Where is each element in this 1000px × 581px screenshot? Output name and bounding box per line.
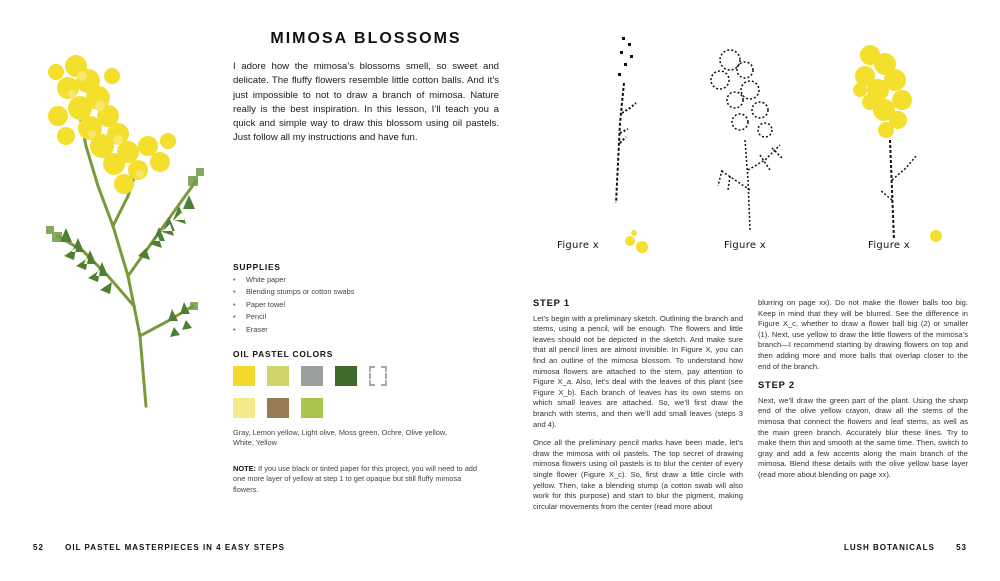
step1-paragraph-3: blurring on page xx). Do not make the flower balls too big. Keep in mind that they will be blurred. See the difference in Figure X_c, whether to draw a flower ball big (2) or smaller (1). Next, use yellow to draw the little flowers of the mimosa’s branch—I recommend starting by drawing flowers on top and then adding more and more balls that overlap closer to the end of the branch. [758, 298, 968, 371]
colors-list: Gray, Lemon yellow, Light olive, Moss green, Ochre, Olive yellow, White, Yellow [233, 428, 447, 448]
page-title: MIMOSA BLOSSOMS [270, 30, 462, 47]
intro-paragraph: I adore how the mimosa’s blossoms smell, so sweet and delicate. The fluffy flowers resemble little cotton balls. And it’s just impossible to not to draw a branch of mimosa. Nature really is the best inspiration. In this lesson, I’ll teach you a quick and simple way to draw this blossom using oil pastels. Just follow all my instructions and have fun. [233, 61, 499, 144]
book-title: OIL PASTEL MASTERPIECES IN 4 EASY STEPS [65, 543, 285, 552]
footer-left [33, 543, 285, 552]
figure-sketch-1 [600, 33, 660, 258]
swatch [233, 398, 255, 418]
mimosa-illustration [28, 36, 218, 426]
figure-caption-1: Figure x [557, 240, 600, 251]
footer-right [844, 543, 967, 552]
step2-heading: STEP 2 [758, 379, 795, 391]
chapter-title: LUSH BOTANICALS [844, 543, 935, 552]
swatch [267, 366, 289, 386]
note-label: NOTE: [233, 464, 256, 473]
supply-item: • Blending stumps or cotton swabs [233, 286, 473, 298]
figure-caption-2: Figure x [724, 240, 767, 251]
step1-heading: STEP 1 [533, 297, 570, 308]
color-swatches [233, 366, 373, 422]
figure-sketch-3 [840, 40, 950, 250]
swatch [335, 366, 357, 386]
supply-item: • Pencil [233, 311, 473, 323]
column-right [758, 298, 968, 489]
supply-item: • White paper [233, 274, 473, 286]
swatch [301, 398, 323, 418]
swatch [233, 366, 255, 386]
swatch [267, 398, 289, 418]
page-number-right: 53 [956, 543, 967, 552]
swatch [369, 366, 387, 386]
supply-item: • Paper towel [233, 299, 473, 311]
note-text: If you use black or tinted paper for this project, you will need to add one more layer of yellow at step 1 to get opaque but still fluffy mimosa flowers. [233, 464, 478, 494]
oil-colors-heading: OIL PASTEL COLORS [233, 349, 334, 359]
figure-caption-3: Figure x [868, 240, 911, 251]
swatch [301, 366, 323, 386]
figure-sketch-2 [690, 40, 800, 250]
step1-paragraph-2: Once all the preliminary pencil marks have been made, let’s draw the mimosa with oil pastels. The top secret of drawing mimosa flowers using oil pastels is to blur the center of every single flower (Figure X_c). So, first draw a little circle with yellow. Then, take a blending stump (a cotton swab will also work for this purpose) and start to blur the pigment, making circular movements from the center (read more about [533, 438, 743, 511]
supplies-heading: SUPPLIES [233, 262, 281, 272]
note [233, 464, 483, 495]
supplies-list [233, 274, 473, 336]
page-number-left: 52 [33, 543, 44, 552]
supply-item: • Eraser [233, 324, 473, 336]
column-left [533, 298, 743, 520]
step2-paragraph-1: Next, we’ll draw the green part of the plant. Using the sharp end of the olive yellow crayon, draw all the stems of the mimosa that connect the flowers and leaf stems, as well as the main green branch. Accurately blur these lines. Try to make them thin and smooth at the same time. Then, switch to gray and add a few accents along the main branch of the mimosa. Blend these details with the olive yellow base layer (read more about blending on page xx). [758, 395, 968, 479]
step1-paragraph-1: Let’s begin with a preliminary sketch. Outlining the branch and stems, using a pencil, will be enough. The flowers and little leaves should not be depicted in the sketch. And make sure that all pencil lines are almost invisible. In Figure X, you can find an outline of the mimosa blossom. To understand how mimosa flowers are attached to the stem, pay attention to Figure X_a. Also, let’s deal with the leaves of this plant (see Figure X_b). Each branch of leaves has its own stems on which small leaves are attached. So, we’ll first draw the branch with stems, and then we’ll add small leaves (steps 3 and 4). [533, 313, 743, 429]
